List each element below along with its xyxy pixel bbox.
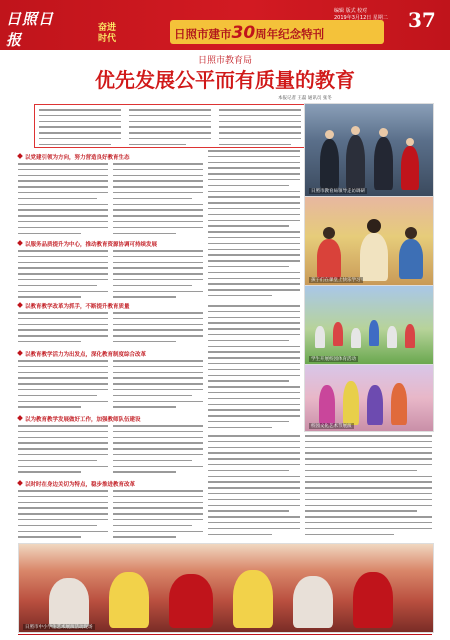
subhead-1-text: 以党建引领为方向，努力营造良好教育生态 bbox=[25, 155, 130, 161]
photo-student-performance bbox=[18, 543, 434, 633]
intro-text-col-2 bbox=[129, 109, 211, 145]
byline: 本报记者 王磊 通讯员 张冬 bbox=[278, 96, 332, 101]
page-number: 37 bbox=[408, 8, 436, 32]
intro-box bbox=[34, 104, 308, 148]
body-col-c1 bbox=[208, 150, 300, 300]
photo-caption-3: 学生开展校园体育活动 bbox=[311, 357, 356, 362]
issue-info bbox=[334, 8, 388, 22]
photo-caption-1: 日照市教育局领导走访调研 bbox=[311, 189, 365, 194]
issue-info-line-1: 编辑 版式 校对 bbox=[334, 8, 368, 14]
photo-classroom bbox=[304, 196, 434, 286]
photo-caption-2: 孩子们在课堂上快乐学习 bbox=[311, 278, 361, 283]
body-col-b2 bbox=[113, 250, 203, 300]
banner-prefix: 日照市建市 bbox=[174, 27, 232, 41]
body-col-a6 bbox=[18, 490, 108, 540]
subhead-4 bbox=[18, 350, 146, 358]
body-col-a3 bbox=[18, 312, 108, 348]
subhead-2-text: 以服务品质提升为中心，推动教育资源协调可持续发展 bbox=[25, 242, 158, 248]
slogan-line-1: 奋进 bbox=[98, 23, 117, 33]
body-col-a4 bbox=[18, 360, 108, 412]
banner-number: 30 bbox=[231, 23, 256, 43]
photo-officials-visit bbox=[304, 103, 434, 197]
subhead-3 bbox=[18, 302, 130, 310]
slogan-line-2: 时代 bbox=[98, 34, 117, 44]
body-col-d1 bbox=[305, 435, 432, 540]
photo-sports-activity bbox=[304, 285, 434, 365]
photo-art-festival bbox=[304, 364, 434, 432]
subhead-6 bbox=[18, 480, 135, 488]
body-col-b1 bbox=[113, 163, 203, 238]
subhead-6-text: 以时时在身边关切为特点，稳步推进教育改革 bbox=[25, 482, 136, 488]
issue-info-line-2: 2019年3月12日 星期二 bbox=[334, 15, 388, 21]
subhead-4-text: 以教育教学活力为出发点，深化教育制度综合改革 bbox=[25, 352, 147, 358]
body-col-a2 bbox=[18, 250, 108, 300]
body-col-a1 bbox=[18, 163, 108, 238]
footer-rule bbox=[18, 634, 432, 635]
subhead-1 bbox=[18, 153, 130, 161]
subhead-5-text: 以为教育教学发展做好工作，加强教师队伍建设 bbox=[25, 417, 141, 423]
anniversary-banner bbox=[174, 23, 324, 43]
subhead-2 bbox=[18, 240, 157, 248]
body-col-b5 bbox=[113, 425, 203, 477]
subhead-3-text: 以教育教学改革为抓手，不断提升教育质量 bbox=[25, 304, 130, 310]
intro-text-col-3 bbox=[219, 109, 301, 145]
newspaper-logo: 日照日报 bbox=[6, 10, 55, 49]
body-col-b6 bbox=[113, 490, 203, 540]
photo-caption-4: 校园文化艺术节展演 bbox=[311, 424, 352, 429]
banner-suffix: 周年纪念特刊 bbox=[255, 27, 325, 41]
body-col-b4 bbox=[113, 360, 203, 412]
section-label: 日照市教育局 bbox=[197, 56, 252, 66]
intro-text-col-1 bbox=[39, 109, 121, 145]
body-col-b3 bbox=[113, 312, 203, 348]
photo-caption-5: 日照市中小学生艺术展演活动现场 bbox=[25, 625, 93, 630]
slogan bbox=[98, 20, 168, 44]
subhead-5 bbox=[18, 415, 141, 423]
body-col-a5 bbox=[18, 425, 108, 477]
body-col-c3 bbox=[208, 435, 300, 540]
masthead-band bbox=[0, 0, 450, 50]
article-title: 优先发展公平而有质量的教育 bbox=[95, 68, 355, 92]
body-col-c2 bbox=[208, 305, 300, 430]
